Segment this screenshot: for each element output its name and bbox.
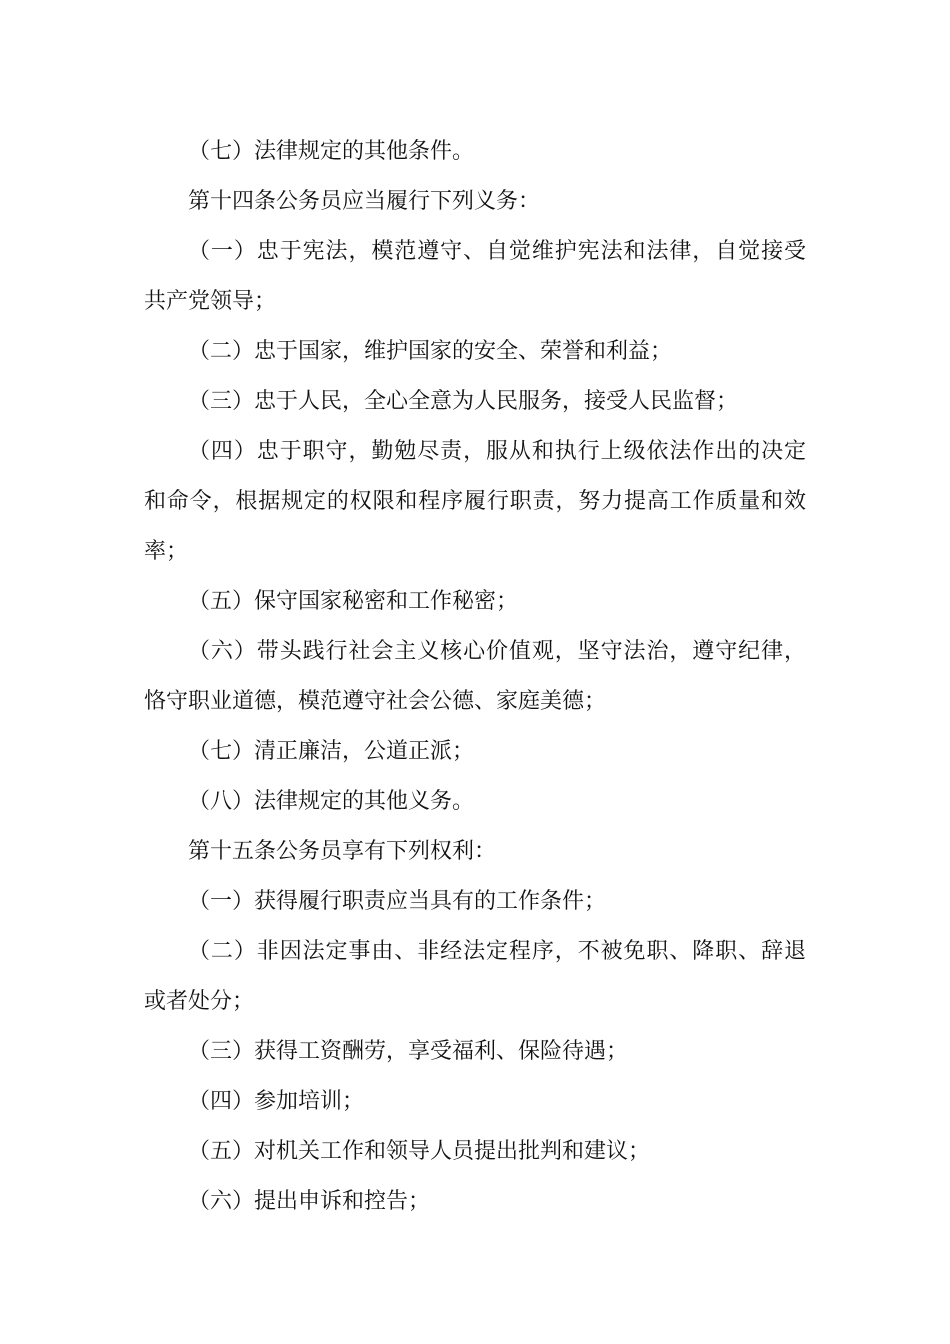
text-line: （六）提出申诉和控告； xyxy=(188,1189,431,1214)
text-line: 率； xyxy=(144,539,189,564)
text-line: 第十五条公务员享有下列权利： xyxy=(188,839,497,864)
text-line: （五）保守国家秘密和工作秘密； xyxy=(188,589,519,614)
text-line: （一）忠于宪法，模范遵守、自觉维护宪法和法律，自觉接受 xyxy=(188,239,806,264)
text-line: 和命令，根据规定的权限和程序履行职责，努力提高工作质量和效 xyxy=(144,489,806,514)
document-body xyxy=(144,127,806,1227)
text-line: 共产党领导； xyxy=(144,289,277,314)
text-line: （八）法律规定的其他义务。 xyxy=(188,789,475,814)
text-line: （四）参加培训； xyxy=(188,1089,365,1114)
text-line: （三）忠于人民，全心全意为人民服务，接受人民监督； xyxy=(188,389,739,414)
text-line: （二）忠于国家，维护国家的安全、荣誉和利益； xyxy=(188,339,673,364)
text-line: （一）获得履行职责应当具有的工作条件； xyxy=(188,889,607,914)
text-line: （七）法律规定的其他条件。 xyxy=(188,139,475,164)
text-line: （二）非因法定事由、非经法定程序，不被免职、降职、辞退 xyxy=(188,939,806,964)
text-line: （六）带头践行社会主义核心价值观，坚守法治，遵守纪律， xyxy=(188,639,806,664)
text-line: （七）清正廉洁，公道正派； xyxy=(188,739,475,764)
text-line: 或者处分； xyxy=(144,989,255,1014)
text-line: （五）对机关工作和领导人员提出批判和建议； xyxy=(188,1139,651,1164)
text-line: （三）获得工资酬劳，享受福利、保险待遇； xyxy=(188,1039,629,1064)
text-line: 第十四条公务员应当履行下列义务： xyxy=(188,189,541,214)
text-line: （四）忠于职守，勤勉尽责，服从和执行上级依法作出的决定 xyxy=(188,439,806,464)
text-line: 恪守职业道德，模范遵守社会公德、家庭美德； xyxy=(144,689,607,714)
